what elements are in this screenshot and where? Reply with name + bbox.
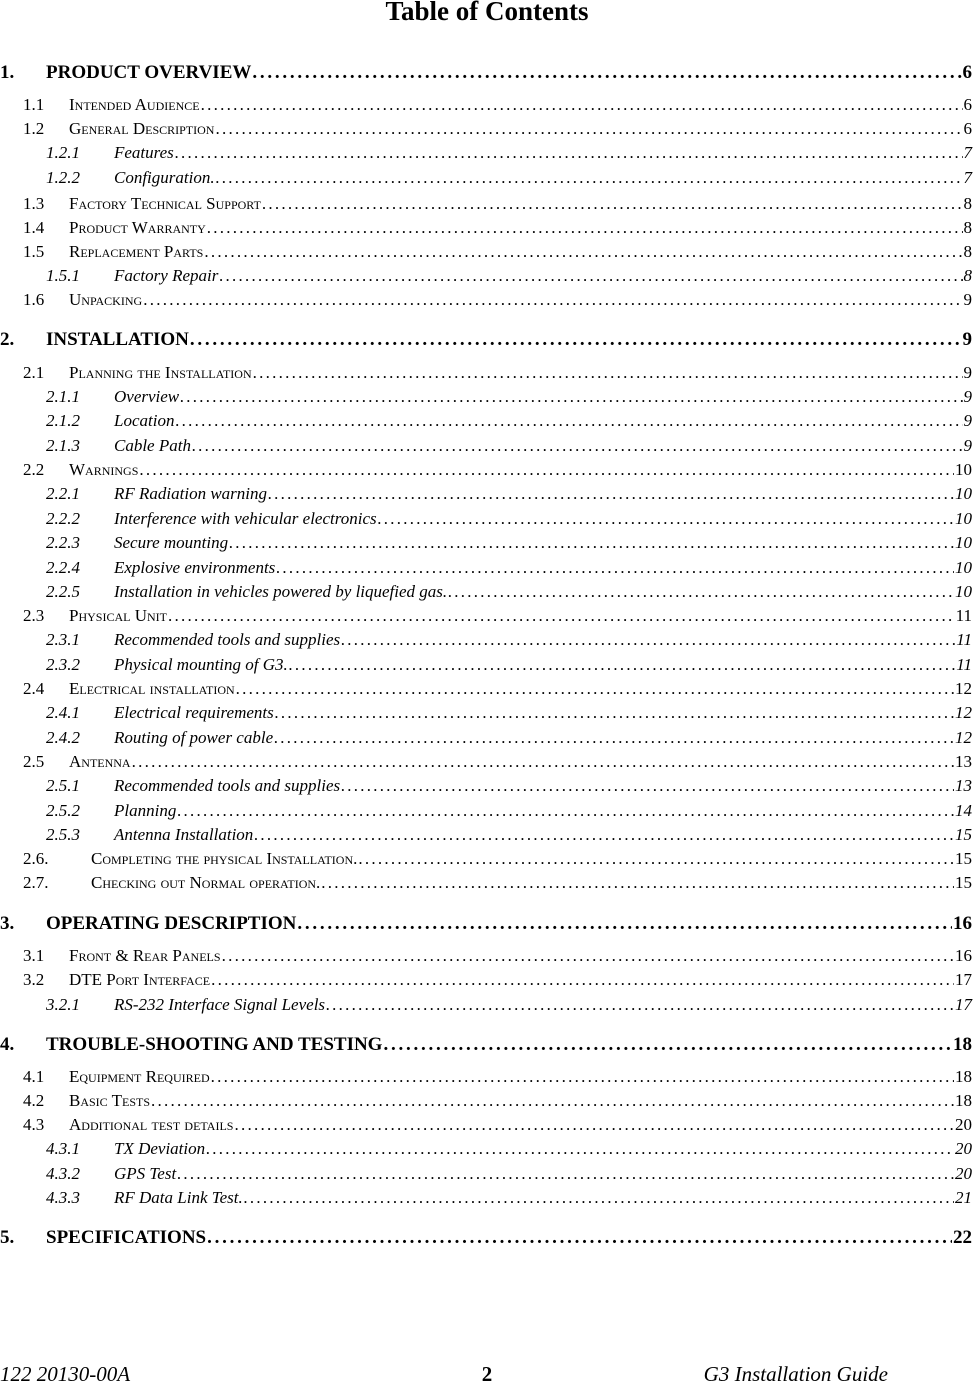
toc-entry-title: Checking out Normal operation. <box>91 873 321 892</box>
toc-entry-title: RS-232 Interface Signal Levels <box>114 995 326 1014</box>
toc-entry-title: GPS Test <box>114 1164 177 1183</box>
toc-entry-page: 15 <box>955 873 972 892</box>
toc-entry-title: Intended Audience <box>69 95 200 114</box>
toc-entry-page: 16 <box>955 946 972 965</box>
toc-entry[interactable] <box>0 457 974 481</box>
toc-entry-page: 9 <box>963 387 972 406</box>
toc-dot-leader <box>297 913 952 935</box>
toc-entry-title: RF Radiation warning <box>114 484 267 503</box>
toc-entry-title: RF Data Link Test. <box>114 1188 243 1207</box>
toc-entry-title: Routing of power cable <box>114 728 274 747</box>
toc-dot-leader <box>341 775 954 797</box>
toc-dot-leader <box>175 142 963 164</box>
toc-entry-number: 2.2.5 <box>46 582 80 601</box>
page-title: Table of Contents <box>385 0 589 26</box>
toc-entry-page: 14 <box>955 801 972 820</box>
toc-entry-title: Front & Rear Panels <box>69 946 221 965</box>
footer-page-number: 2 <box>481 1362 493 1386</box>
toc-entry[interactable] <box>0 165 974 189</box>
toc-entry-page: 17 <box>955 995 972 1014</box>
toc-dot-leader <box>190 329 962 351</box>
toc-entry-number: 2.3.1 <box>46 630 80 649</box>
toc-entry-page: 18 <box>953 1034 972 1055</box>
toc-entry-page: 11 <box>956 630 972 649</box>
toc-entry-title: Secure mounting <box>114 533 229 552</box>
toc-entry[interactable] <box>0 239 974 263</box>
toc-dot-leader <box>254 824 954 846</box>
toc-entry-page: 11 <box>955 606 972 625</box>
toc-entry-number: 3. <box>0 913 15 934</box>
toc-entry[interactable] <box>0 191 974 215</box>
toc-entry-page: 10 <box>955 484 972 503</box>
toc-dot-leader <box>180 386 962 408</box>
toc-entry-page: 17 <box>955 970 972 989</box>
toc-entry-title: Electrical requirements <box>114 703 274 722</box>
toc-entry[interactable] <box>0 56 974 84</box>
toc-dot-leader <box>448 581 954 603</box>
toc-entry-title: PRODUCT OVERVIEW <box>46 62 252 83</box>
toc-entry-page: 9 <box>963 436 972 455</box>
toc-entry[interactable] <box>0 725 974 749</box>
toc-entry-title: Interference with vehicular electronics <box>114 509 377 528</box>
toc-entry-number: 2.2.1 <box>46 484 80 503</box>
toc-entry-page: 13 <box>955 752 972 771</box>
toc-dot-leader <box>289 654 955 676</box>
toc-entry-number: 1.6 <box>23 290 45 309</box>
toc-entry-page: 13 <box>955 776 972 795</box>
toc-entry-title: TX Deviation <box>114 1139 206 1158</box>
toc-entry[interactable] <box>0 215 974 239</box>
toc-entry[interactable] <box>0 579 974 603</box>
toc-entry-page: 15 <box>955 849 972 868</box>
toc-entry-title: Factory Repair <box>114 266 219 285</box>
toc-dot-leader <box>274 727 954 749</box>
toc-entry-number: 2.1 <box>23 363 45 382</box>
toc-entry-page: 8 <box>963 194 972 213</box>
toc-dot-leader <box>211 969 954 991</box>
toc-entry-page: 20 <box>955 1115 972 1134</box>
toc-dot-leader <box>253 362 963 384</box>
toc-entry-title: Physical Unit <box>69 606 167 625</box>
toc-entry-number: 1.4 <box>23 218 45 237</box>
toc-entry-title: Overview <box>114 387 180 406</box>
toc-dot-leader <box>326 994 954 1016</box>
toc-entry-page: 9 <box>963 363 972 382</box>
toc-entry-title: Installation in vehicles powered by liquefied gas. <box>114 582 448 601</box>
toc-entry[interactable] <box>0 1136 974 1160</box>
toc-dot-leader <box>207 217 963 239</box>
toc-entry-title: DTE Port Interface <box>69 970 211 989</box>
toc-entry-number: 2.2.4 <box>46 558 80 577</box>
toc-entry-number: 1.3 <box>23 194 45 213</box>
toc-dot-leader <box>358 848 954 870</box>
toc-entry-title: Unpacking <box>69 290 143 309</box>
toc-entry[interactable] <box>0 323 974 351</box>
toc-entry-page: 10 <box>955 582 972 601</box>
toc-entry-page: 7 <box>963 143 972 162</box>
toc-dot-leader <box>168 605 955 627</box>
toc-entry[interactable] <box>0 822 974 846</box>
toc-dot-leader <box>192 435 963 457</box>
toc-entry-title: Factory Technical Support <box>69 194 261 213</box>
toc-entry[interactable] <box>0 652 974 676</box>
toc-entry-page: 8 <box>963 242 972 261</box>
toc-dot-leader <box>275 702 954 724</box>
toc-entry-title: Electrical installation <box>69 679 235 698</box>
toc-dot-leader <box>234 1114 954 1136</box>
toc-entry-title: Product Warranty <box>69 218 206 237</box>
toc-entry-page: 9 <box>963 411 972 430</box>
toc-entry-title: Recommended tools and supplies <box>114 630 341 649</box>
toc-entry-number: 2.5.2 <box>46 801 80 820</box>
toc-entry-page: 10 <box>955 558 972 577</box>
toc-entry[interactable] <box>0 140 974 164</box>
toc-entry[interactable] <box>0 287 974 311</box>
toc-dot-leader <box>215 118 962 140</box>
toc-entry-title: Features <box>114 143 174 162</box>
toc-dot-leader <box>207 1227 952 1249</box>
toc-entry[interactable] <box>0 870 974 894</box>
toc-entry-number: 4.3.2 <box>46 1164 80 1183</box>
toc-entry-title: Equipment Required <box>69 1067 210 1086</box>
toc-entry[interactable] <box>0 481 974 505</box>
toc-entry-number: 2.5.1 <box>46 776 80 795</box>
toc-entry-page: 10 <box>955 460 972 479</box>
toc-entry-number: 1.2.2 <box>46 168 80 187</box>
toc-entry-title: Completing the physical Installation. <box>91 849 358 868</box>
toc-entry-title: Warnings <box>69 460 139 479</box>
toc-entry[interactable] <box>0 555 974 579</box>
toc-entry[interactable] <box>0 992 974 1016</box>
toc-entry-title: Replacement Parts <box>69 242 204 261</box>
toc-entry-title: General Description <box>69 119 215 138</box>
toc-entry-number: 2.1.1 <box>46 387 80 406</box>
toc-entry-title: Planning <box>114 801 177 820</box>
toc-entry[interactable] <box>0 408 974 432</box>
toc-entry[interactable] <box>0 1088 974 1112</box>
toc-entry[interactable] <box>0 1161 974 1185</box>
toc-entry[interactable] <box>0 907 974 935</box>
footer-doc-title: G3 Installation Guide <box>703 1362 888 1386</box>
toc-dot-leader <box>143 289 962 311</box>
toc-entry-number: 2.2 <box>23 460 45 479</box>
toc-dot-leader <box>229 532 954 554</box>
toc-entry-number: 2.5 <box>23 752 45 771</box>
toc-entry[interactable] <box>0 846 974 870</box>
toc-entry-page: 15 <box>955 825 972 844</box>
toc-dot-leader <box>216 167 963 189</box>
toc-entry-number: 1.1 <box>23 95 45 114</box>
toc-entry-page: 6 <box>963 119 972 138</box>
toc-entry[interactable] <box>0 530 974 554</box>
toc-entry[interactable] <box>0 798 974 822</box>
toc-entry-number: 2.4 <box>23 679 45 698</box>
toc-entry-number: 2.1.2 <box>46 411 80 430</box>
toc-entry[interactable] <box>0 1112 974 1136</box>
toc-entry-page: 8 <box>963 266 972 285</box>
toc-entry-page: 18 <box>955 1067 972 1086</box>
toc-entry[interactable] <box>0 116 974 140</box>
toc-entry-number: 4.2 <box>23 1091 45 1110</box>
toc-entry-page: 16 <box>953 913 972 934</box>
toc-dot-leader <box>276 557 954 579</box>
toc-dot-leader <box>378 508 954 530</box>
toc-entry-title: Cable Path <box>114 436 191 455</box>
toc-entry-title: Physical mounting of G3. <box>114 655 288 674</box>
toc-entry-number: 1.2 <box>23 119 45 138</box>
toc-dot-leader <box>175 410 962 432</box>
toc-entry[interactable] <box>0 506 974 530</box>
toc-entry-title: Location <box>114 411 175 430</box>
toc-entry-number: 2.5.3 <box>46 825 80 844</box>
toc-entry-page: 6 <box>963 95 972 114</box>
toc-entry-number: 4.3 <box>23 1115 45 1134</box>
toc-dot-leader <box>132 751 954 773</box>
toc-entry-number: 2.7. <box>23 873 49 892</box>
toc-entry[interactable] <box>0 384 974 408</box>
toc-entry[interactable] <box>0 263 974 287</box>
toc-dot-leader <box>177 800 954 822</box>
toc-dot-leader <box>219 265 962 287</box>
toc-entry[interactable] <box>0 967 974 991</box>
toc-entry-title: Additional test details <box>69 1115 234 1134</box>
toc-dot-leader <box>383 1034 952 1056</box>
toc-dot-leader <box>206 1138 954 1160</box>
toc-entry-number: 1. <box>0 62 15 83</box>
toc-entry-page: 7 <box>963 168 972 187</box>
toc-entry-page: 21 <box>955 1188 972 1207</box>
toc-entry-number: 1.5 <box>23 242 45 261</box>
toc-entry-title: Configuration. <box>114 168 215 187</box>
toc-entry[interactable] <box>0 773 974 797</box>
toc-entry[interactable] <box>0 943 974 967</box>
toc-dot-leader <box>341 629 955 651</box>
toc-entry-number: 2.4.1 <box>46 703 80 722</box>
toc-entry-number: 2.4.2 <box>46 728 80 747</box>
toc-entry-title: Antenna <box>69 752 131 771</box>
toc-dot-leader <box>177 1163 954 1185</box>
toc-entry[interactable] <box>0 1185 974 1209</box>
toc-entry-page: 8 <box>963 218 972 237</box>
toc-entry-title: Antenna Installation <box>114 825 254 844</box>
toc-entry-page: 9 <box>962 329 972 350</box>
toc-entry-title: Basic Tests <box>69 1091 151 1110</box>
toc-entry-number: 3.1 <box>23 946 45 965</box>
toc-entry-number: 2.3.2 <box>46 655 80 674</box>
toc-dot-leader <box>211 1066 954 1088</box>
toc-dot-leader <box>262 193 963 215</box>
toc-dot-leader <box>244 1187 954 1209</box>
toc-entry-number: 4.1 <box>23 1067 45 1086</box>
toc-entry-page: 18 <box>955 1091 972 1110</box>
toc-entry-page: 9 <box>963 290 972 309</box>
toc-entry-number: 2.2.2 <box>46 509 80 528</box>
toc-entry[interactable] <box>0 1064 974 1088</box>
toc-entry-number: 1.2.1 <box>46 143 80 162</box>
toc-entry-page: 22 <box>953 1227 972 1248</box>
toc-entry-number: 5. <box>0 1227 15 1248</box>
toc-entry-page: 12 <box>955 679 972 698</box>
page-footer <box>0 1362 974 1386</box>
toc-entry[interactable] <box>0 700 974 724</box>
toc-entry-page: 10 <box>955 533 972 552</box>
toc-entry-page: 12 <box>955 703 972 722</box>
footer-doc-number: 122 20130-00A <box>0 1362 131 1386</box>
toc-entry-number: 4.3.3 <box>46 1188 80 1207</box>
toc-entry-page: 10 <box>955 509 972 528</box>
toc-entry[interactable] <box>0 627 974 651</box>
toc-entry[interactable] <box>0 92 974 116</box>
toc-entry-number: 2.1.3 <box>46 436 80 455</box>
toc-entry[interactable] <box>0 1028 974 1056</box>
toc-entry-number: 4.3.1 <box>46 1139 80 1158</box>
toc-dot-leader <box>252 62 961 84</box>
toc-entry-page: 6 <box>962 62 972 83</box>
toc-entry-number: 3.2.1 <box>46 995 80 1014</box>
toc-entry-number: 4. <box>0 1034 15 1055</box>
toc-dot-leader <box>204 241 962 263</box>
toc-dot-leader <box>201 94 963 116</box>
toc-entry-page: 20 <box>955 1139 972 1158</box>
toc-entry-page: 11 <box>956 655 972 674</box>
toc-dot-leader <box>222 945 954 967</box>
toc-entry-title: Planning the Installation <box>69 363 252 382</box>
toc-dot-leader <box>139 459 954 481</box>
toc-entry-number: 1.5.1 <box>46 266 80 285</box>
toc-dot-leader <box>321 872 954 894</box>
toc-entry-title: Explosive environments <box>114 558 276 577</box>
toc-entry[interactable] <box>0 1221 974 1249</box>
toc-entry[interactable] <box>0 603 974 627</box>
toc-entry[interactable] <box>0 433 974 457</box>
toc-dot-leader <box>268 483 954 505</box>
toc-entry-title: INSTALLATION <box>46 329 189 350</box>
toc-dot-leader <box>236 678 954 700</box>
toc-entry-number: 2.2.3 <box>46 533 80 552</box>
toc-entry-title: TROUBLE-SHOOTING AND TESTING <box>46 1034 383 1055</box>
toc-entry[interactable] <box>0 360 974 384</box>
toc-dot-leader <box>151 1090 954 1112</box>
toc-entry-title: Recommended tools and supplies <box>114 776 341 795</box>
toc-entry-page: 20 <box>955 1164 972 1183</box>
toc-entry-title: OPERATING DESCRIPTION <box>46 913 297 934</box>
toc-entry-number: 3.2 <box>23 970 45 989</box>
toc-entry-number: 2. <box>0 329 15 350</box>
toc-entry[interactable] <box>0 676 974 700</box>
toc-entry-number: 2.6. <box>23 849 49 868</box>
toc-entry-title: SPECIFICATIONS <box>46 1227 207 1248</box>
toc-entry[interactable] <box>0 749 974 773</box>
toc-entry-page: 12 <box>955 728 972 747</box>
toc-entry-number: 2.3 <box>23 606 45 625</box>
